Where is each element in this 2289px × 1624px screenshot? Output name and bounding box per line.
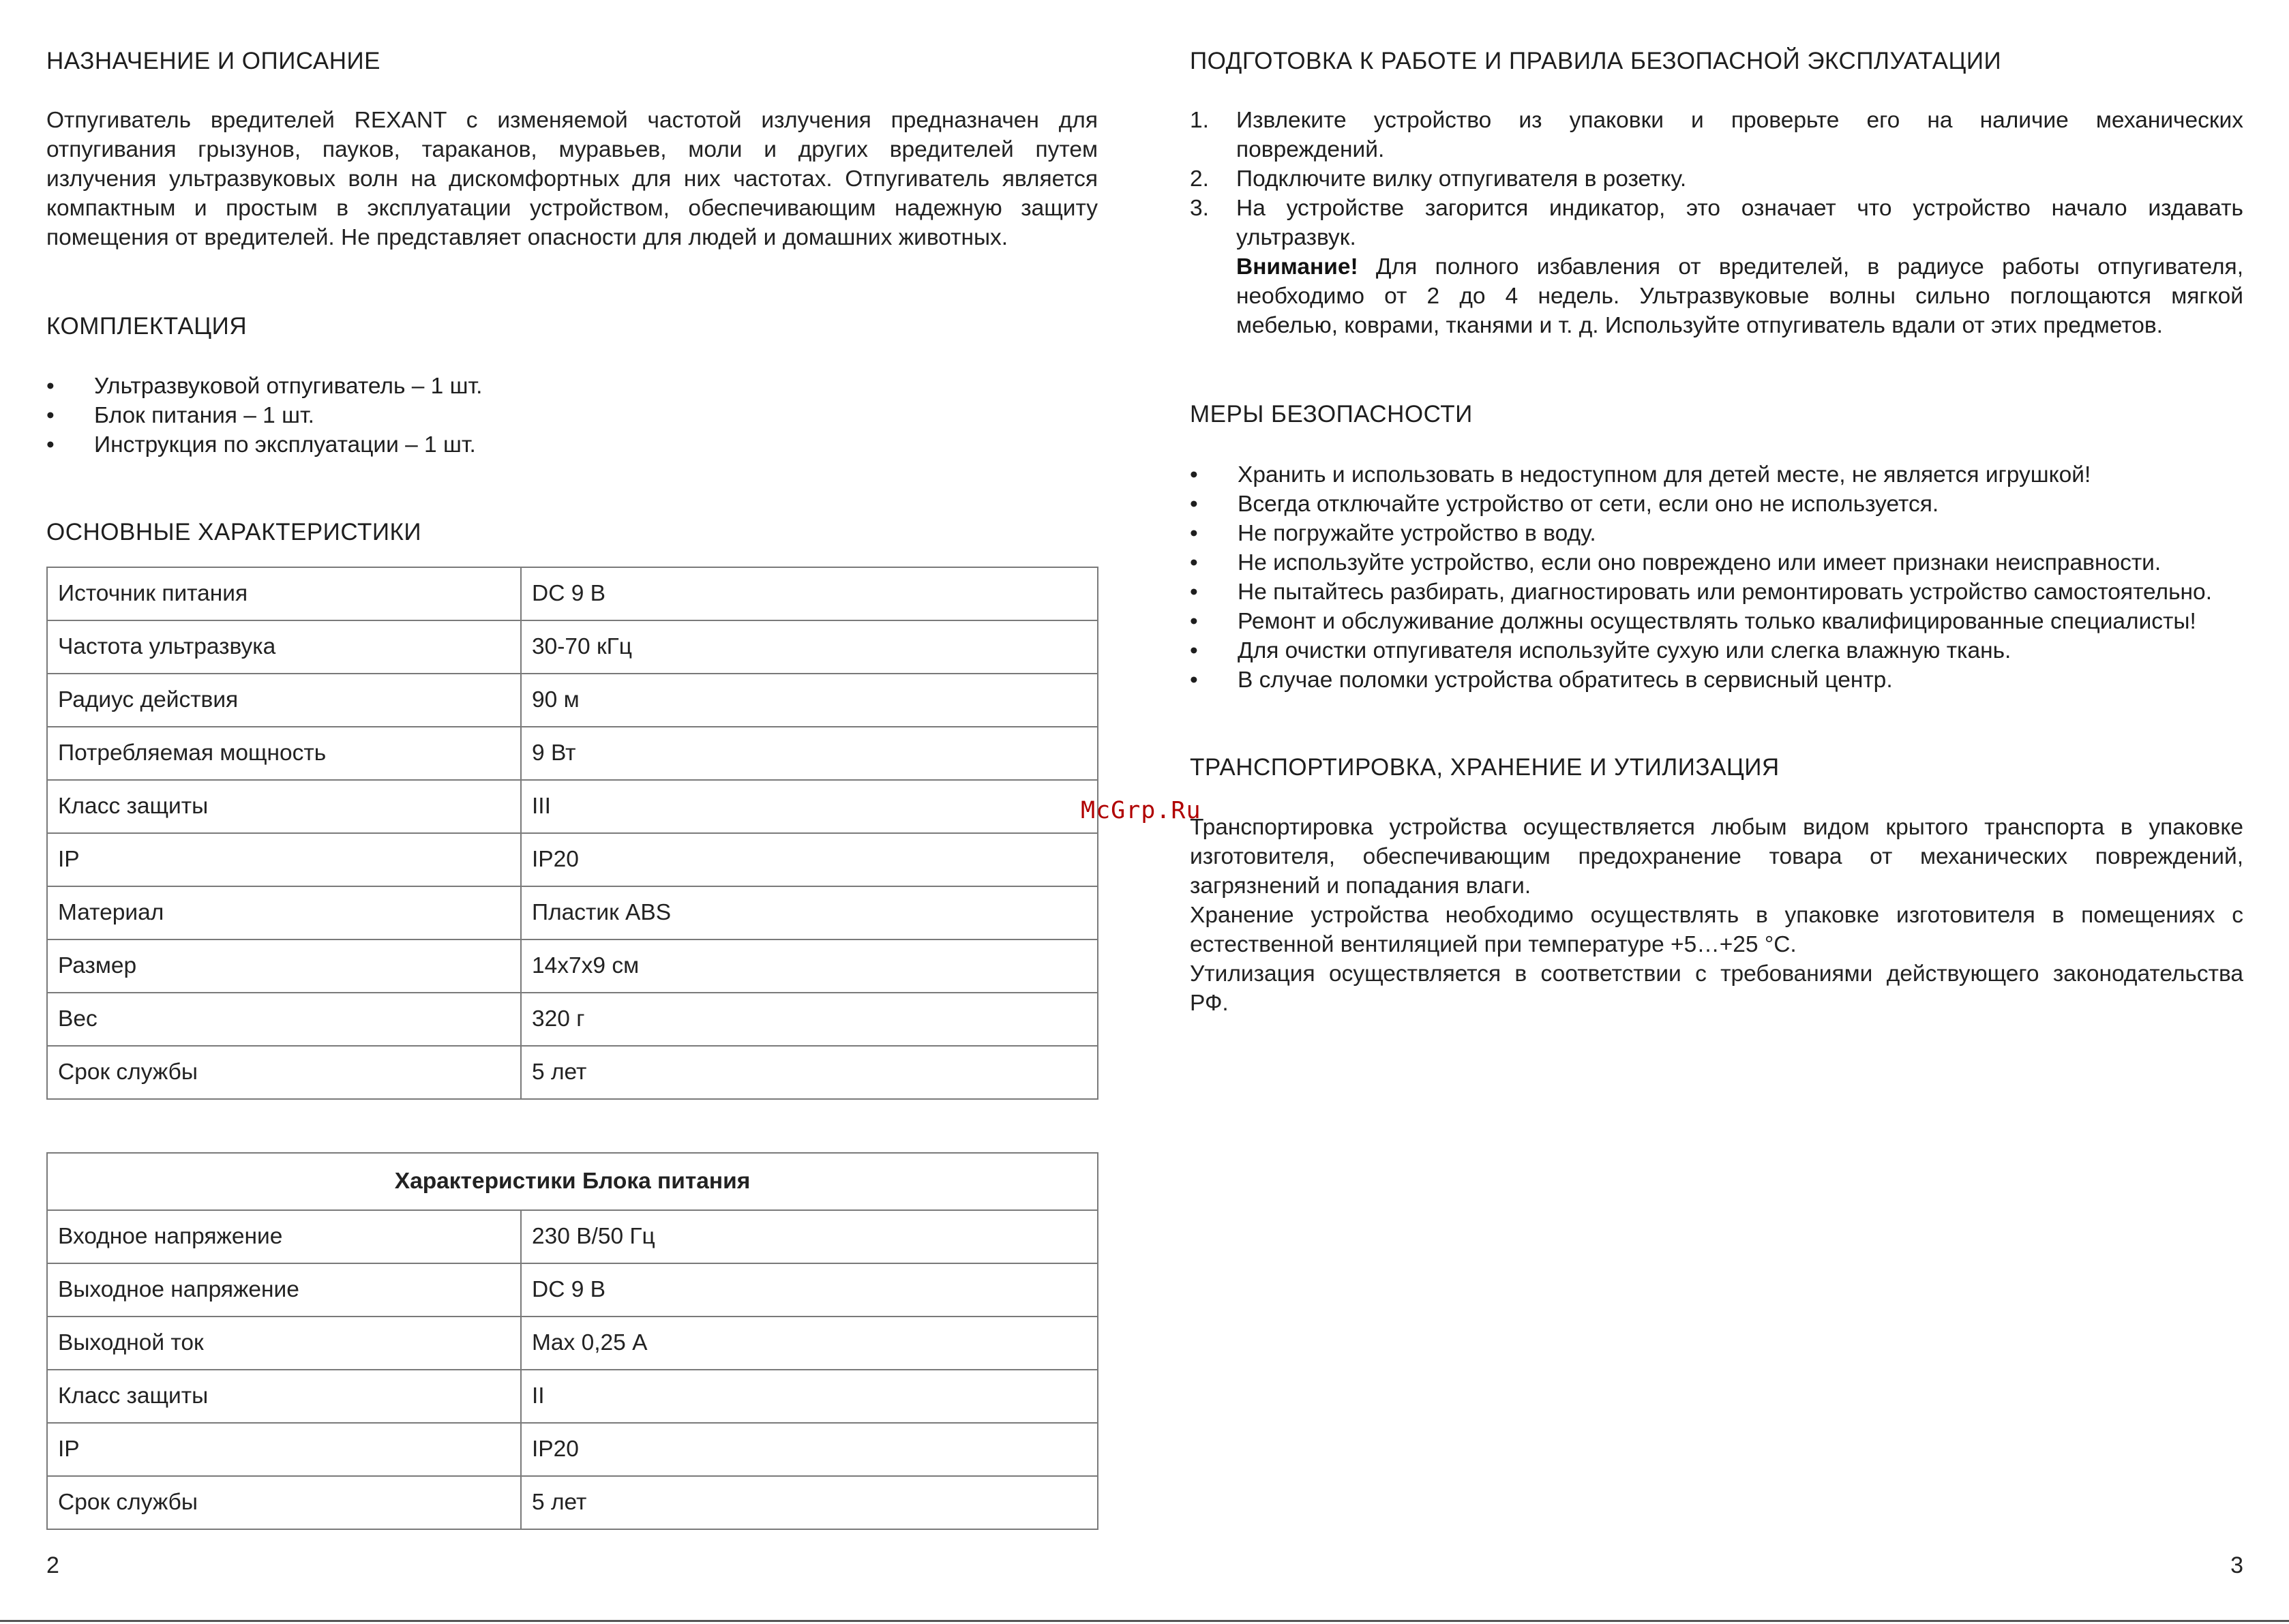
table-row: [47, 567, 1098, 620]
safety-list: [1190, 460, 2212, 695]
list-item: [1190, 164, 2243, 194]
bullet-icon: •: [1190, 638, 1198, 663]
transport-line: РФ.: [1190, 991, 1229, 1016]
table-row: [47, 1317, 1098, 1370]
list-item: [1190, 519, 2212, 548]
spec-value-cell: DC 9 В: [521, 567, 1098, 620]
prep-line: повреждений.: [1236, 137, 1385, 162]
table-row: [47, 1370, 1098, 1423]
purpose-line: помещения от вредителей. Не представляет опасности для людей и домашних животных.: [46, 225, 1008, 250]
watermark: McGrp.Ru: [1081, 797, 1201, 824]
safety-heading: МЕРЫ БЕЗОПАСНОСТИ: [1190, 401, 1473, 427]
bullet-icon: •: [1190, 609, 1198, 634]
safety-item-text: Не погружайте устройство в воду.: [1238, 521, 1596, 546]
spec-value-cell: IP20: [521, 1423, 1098, 1476]
transport-paragraph: [1190, 813, 2243, 1018]
table-row: [47, 780, 1098, 833]
prep-line: Извлеките устройство из упаковки и проверьте его на наличие механических: [1236, 108, 2243, 133]
transport-line: Утилизация осуществляется в соответствии с требованиями действующего законодательства: [1190, 961, 2243, 987]
table-row: [47, 1210, 1098, 1263]
safety-item-text: В случае поломки устройства обратитесь в сервисный центр.: [1238, 667, 1893, 693]
transport-line: Хранение устройства необходимо осуществлять в упаковке изготовителя в помещениях с: [1190, 903, 2243, 928]
safety-item-text: Не используйте устройство, если оно повреждено или имеет признаки неисправности.: [1238, 550, 2161, 575]
list-item: [46, 430, 482, 460]
spec-key-cell: Срок службы: [47, 1476, 521, 1529]
table-row: [47, 993, 1098, 1046]
spec-value-cell: Пластик ABS: [521, 886, 1098, 939]
list-item: [1190, 194, 2243, 340]
psu-table: [46, 1152, 1098, 1530]
spec-key-cell: Класс защиты: [47, 1370, 521, 1423]
spec-key-cell: Радиус действия: [47, 674, 521, 727]
prep-line: Подключите вилку отпугивателя в розетку.: [1236, 166, 1687, 192]
list-item: [46, 372, 482, 401]
list-item: [1190, 548, 2212, 577]
bullet-icon: •: [1190, 521, 1198, 546]
prep-line: На устройстве загорится индикатор, это означает что устройство начало издавать: [1236, 196, 2243, 221]
spec-value-cell: III: [521, 780, 1098, 833]
attention-label: Внимание!: [1236, 254, 1358, 280]
bullet-icon: •: [1190, 550, 1198, 575]
purpose-heading: НАЗНАЧЕНИЕ И ОПИСАНИЕ: [46, 48, 380, 74]
spec-value-cell: 320 г: [521, 993, 1098, 1046]
kit-item-text: Ультразвуковой отпугиватель – 1 шт.: [94, 374, 483, 399]
list-item: [1190, 106, 2243, 164]
spec-key-cell: Материал: [47, 886, 521, 939]
purpose-line: излучения ультразвуковых волн на дискомфортных для них частотах. Отпугиватель является: [46, 166, 1098, 192]
spec-value-cell: IP20: [521, 833, 1098, 886]
kit-item-text: Инструкция по эксплуатации – 1 шт.: [94, 432, 476, 457]
spec-key-cell: Срок службы: [47, 1046, 521, 1099]
bullet-icon: •: [1190, 580, 1198, 605]
list-item: [1190, 577, 2212, 607]
safety-item-text: Ремонт и обслуживание должны осуществлять только квалифицированные специалисты!: [1238, 609, 2196, 634]
table-row: [47, 886, 1098, 939]
kit-heading: КОМПЛЕКТАЦИЯ: [46, 313, 248, 340]
table-row: [47, 727, 1098, 780]
page-bottom-rule: [0, 1620, 2289, 1622]
table-row: [47, 620, 1098, 674]
table-row: [47, 833, 1098, 886]
transport-line: естественной вентиляцией при температуре +5…+25 °С.: [1190, 932, 1797, 957]
spec-value-cell: II: [521, 1370, 1098, 1423]
bullet-icon: •: [1190, 462, 1198, 487]
spec-key-cell: Частота ультразвука: [47, 620, 521, 674]
spec-key-cell: Выходной ток: [47, 1317, 521, 1370]
specs-table: [46, 567, 1098, 1100]
spec-value-cell: 5 лет: [521, 1046, 1098, 1099]
bullet-icon: •: [1190, 667, 1198, 693]
spec-key-cell: Входное напряжение: [47, 1210, 521, 1263]
table-row: [47, 939, 1098, 993]
spec-key-cell: Выходное напряжение: [47, 1263, 521, 1317]
spec-key-cell: Потребляемая мощность: [47, 727, 521, 780]
list-item: [46, 401, 482, 430]
page-number-left: 2: [46, 1552, 59, 1578]
table-row: [47, 1423, 1098, 1476]
safety-item-text: Для очистки отпугивателя используйте сухую или слегка влажную ткань.: [1238, 638, 2011, 663]
attention-line: [1236, 252, 2243, 282]
transport-line: изготовителя, обеспечивающим предохранение товара от механических повреждений,: [1190, 844, 2243, 869]
spec-value-cell: 230 В/50 Гц: [521, 1210, 1098, 1263]
list-item: [1190, 607, 2212, 636]
table-row: [47, 1476, 1098, 1529]
kit-item-text: Блок питания – 1 шт.: [94, 403, 314, 428]
psu-table-title: Характеристики Блока питания: [47, 1153, 1098, 1210]
prep-heading: ПОДГОТОВКА К РАБОТЕ И ПРАВИЛА БЕЗОПАСНОЙ ЭКСПЛУАТАЦИИ: [1190, 48, 2002, 74]
item-number: 1.: [1190, 108, 1209, 133]
spec-value-cell: 14х7х9 см: [521, 939, 1098, 993]
kit-list: [46, 372, 482, 460]
bullet-icon: •: [46, 374, 55, 399]
attention-line: мебелью, коврами, тканями и т. д. Используйте отпугиватель вдали от этих предметов.: [1236, 313, 2163, 338]
list-item: [1190, 636, 2212, 665]
bullet-icon: •: [46, 403, 55, 428]
safety-item-text: Не пытайтесь разбирать, диагностировать или ремонтировать устройство самостоятельно.: [1238, 580, 2213, 605]
bullet-icon: •: [1190, 492, 1198, 517]
list-item: [1190, 460, 2212, 490]
spec-key-cell: IP: [47, 1423, 521, 1476]
prep-line: ультразвук.: [1236, 225, 1356, 250]
attention-text: Для полного избавления от вредителей, в радиусе работы отпугивателя,: [1375, 254, 2244, 280]
spec-key-cell: Вес: [47, 993, 521, 1046]
list-item: [1190, 665, 2212, 695]
transport-line: загрязнений и попадания влаги.: [1190, 873, 1531, 899]
transport-line: Транспортировка устройства осуществляется любым видом крытого транспорта в упаковке: [1190, 815, 2243, 840]
list-item: [1190, 490, 2212, 519]
safety-item-text: Хранить и использовать в недоступном для детей месте, не является игрушкой!: [1238, 462, 2091, 487]
spec-value-cell: 90 м: [521, 674, 1098, 727]
purpose-line: отпугивания грызунов, пауков, тараканов, муравьев, моли и других вредителей путем: [46, 137, 1098, 162]
spec-value-cell: 9 Вт: [521, 727, 1098, 780]
specs-heading: ОСНОВНЫЕ ХАРАКТЕРИСТИКИ: [46, 519, 422, 545]
spec-value-cell: 5 лет: [521, 1476, 1098, 1529]
page-number-right: 3: [2230, 1552, 2243, 1578]
spec-key-cell: Источник питания: [47, 567, 521, 620]
spec-key-cell: Размер: [47, 939, 521, 993]
safety-item-text: Всегда отключайте устройство от сети, если оно не используется.: [1238, 492, 1939, 517]
table-row: [47, 1046, 1098, 1099]
table-row: [47, 1263, 1098, 1317]
table-row: [47, 674, 1098, 727]
purpose-paragraph: [46, 106, 1098, 252]
transport-heading: ТРАНСПОРТИРОВКА, ХРАНЕНИЕ И УТИЛИЗАЦИЯ: [1190, 754, 1780, 781]
spec-key-cell: Класс защиты: [47, 780, 521, 833]
spec-value-cell: 30-70 кГц: [521, 620, 1098, 674]
purpose-line: Отпугиватель вредителей REXANT с изменяемой частотой излучения предназначен для: [46, 108, 1098, 133]
purpose-line: компактным и простым в эксплуатации устройством, обеспечивающим надежную защиту: [46, 196, 1098, 221]
item-number: 2.: [1190, 166, 1209, 192]
spec-value-cell: DC 9 В: [521, 1263, 1098, 1317]
table-row: [47, 1153, 1098, 1210]
bullet-icon: •: [46, 432, 55, 457]
spec-key-cell: IP: [47, 833, 521, 886]
prep-list: [1190, 106, 2243, 340]
attention-line: необходимо от 2 до 4 недель. Ультразвуковые волны сильно поглощаются мягкой: [1236, 284, 2243, 309]
spec-value-cell: Max 0,25 А: [521, 1317, 1098, 1370]
item-number: 3.: [1190, 196, 1209, 221]
